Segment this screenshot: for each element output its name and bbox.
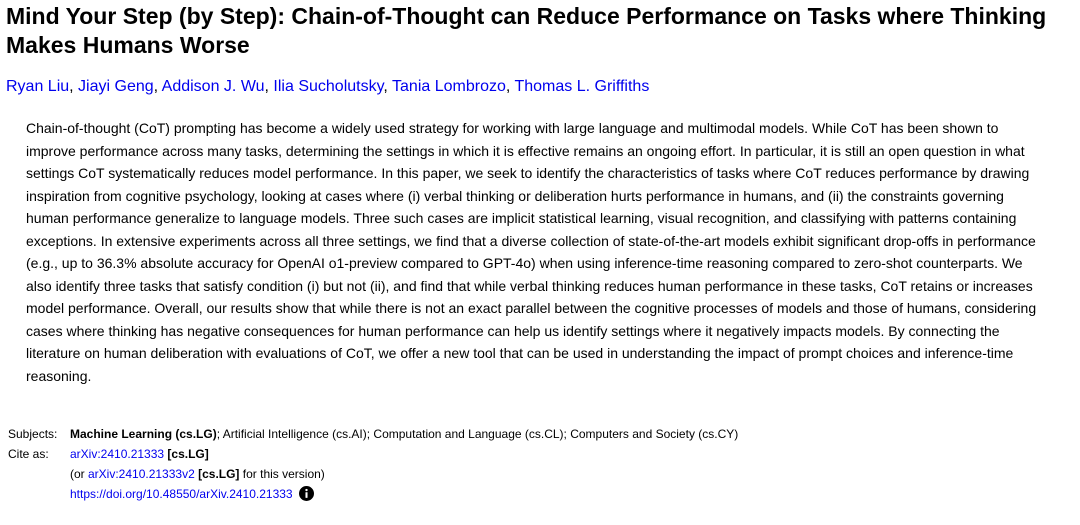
author-link[interactable]: Tania Lombrozo bbox=[392, 78, 506, 95]
cite-as-row bbox=[8, 444, 738, 464]
info-circle-icon[interactable] bbox=[299, 486, 314, 501]
abstract-text: Chain-of-thought (CoT) prompting has become a widely used strategy for working with large language and multimodal models. While CoT has been shown to improve performance across many tasks, determining the settings in which it is effective remains an ongoing effort. In particular, it is still an open question in what settings CoT systematically reduces model performance. In this paper, we seek to identify the characteristics of tasks where CoT reduces performance by drawing inspiration from cognitive psychology, looking at cases where (i) verbal thinking or deliberation hurts performance in humans, and (ii) the constraints governing human performance generalize to language models. Three such cases are implicit statistical learning, visual recognition, and classifying with patterns containing exceptions. In extensive experiments across all three settings, we find that a diverse collection of state-of-the-art models exhibit significant drop-offs in performance (e.g., up to 36.3% absolute accuracy for OpenAI o1-preview compared to GPT-4o) when using inference-time reasoning compared to zero-shot counterparts. We also identify three tasks that satisfy condition (i) but not (ii), and find that while verbal thinking reduces human performance in these tasks, CoT retains or increases model performance. Overall, our results show that while there is not an exact parallel between the cognitive processes of models and those of humans, considering cases where thinking has negative consequences for human performance can help us identify settings where it negatively impacts models. By connecting the literature on human deliberation with evaluations of CoT, we offer a new tool that can be used in understanding the impact of prompt choices and inference-time reasoning. bbox=[26, 120, 1037, 384]
version-value bbox=[70, 464, 325, 484]
doi-link[interactable]: https://doi.org/10.48550/arXiv.2410.21333 bbox=[70, 487, 293, 501]
version-prefix: (or bbox=[70, 467, 88, 481]
author-separator: , bbox=[505, 78, 515, 95]
author-link[interactable]: Addison J. Wu bbox=[161, 78, 265, 95]
subjects-value bbox=[70, 424, 738, 444]
cite-category: [cs.LG] bbox=[167, 447, 209, 461]
author-link[interactable]: Ryan Liu bbox=[6, 78, 70, 95]
doi-label-spacer bbox=[8, 484, 70, 504]
author-link[interactable]: Ilia Sucholutsky bbox=[273, 78, 384, 95]
author-separator: , bbox=[383, 78, 393, 95]
primary-subject: Machine Learning (cs.LG) bbox=[70, 427, 217, 441]
version-suffix: for this version) bbox=[239, 467, 325, 481]
doi-row bbox=[8, 484, 738, 504]
author-separator: , bbox=[69, 78, 79, 95]
arxiv-version-link[interactable]: arXiv:2410.21333v2 bbox=[88, 467, 195, 481]
paper-title: Mind Your Step (by Step): Chain-of-Thought can Reduce Performance on Tasks where Thinking Makes Humans Worse bbox=[6, 3, 1047, 58]
author-list bbox=[6, 77, 1076, 97]
version-label-spacer bbox=[8, 464, 70, 484]
subjects-label: Subjects: bbox=[8, 427, 58, 441]
subjects-row bbox=[8, 424, 738, 444]
cite-as-value bbox=[70, 444, 209, 464]
author-link[interactable]: Jiayi Geng bbox=[78, 78, 154, 95]
author-link[interactable]: Thomas L. Griffiths bbox=[514, 78, 650, 95]
secondary-subjects: ; Artificial Intelligence (cs.AI); Computation and Language (cs.CL); Computers and Society (cs.CY) bbox=[216, 427, 739, 441]
metadata-table bbox=[8, 424, 738, 504]
arxiv-id-link[interactable]: arXiv:2410.21333 bbox=[70, 447, 165, 461]
version-category: [cs.LG] bbox=[198, 467, 240, 481]
author-separator: , bbox=[153, 78, 162, 95]
doi-value bbox=[70, 484, 314, 504]
version-row bbox=[8, 464, 738, 484]
cite-as-label: Cite as: bbox=[8, 447, 49, 461]
author-separator: , bbox=[264, 78, 274, 95]
